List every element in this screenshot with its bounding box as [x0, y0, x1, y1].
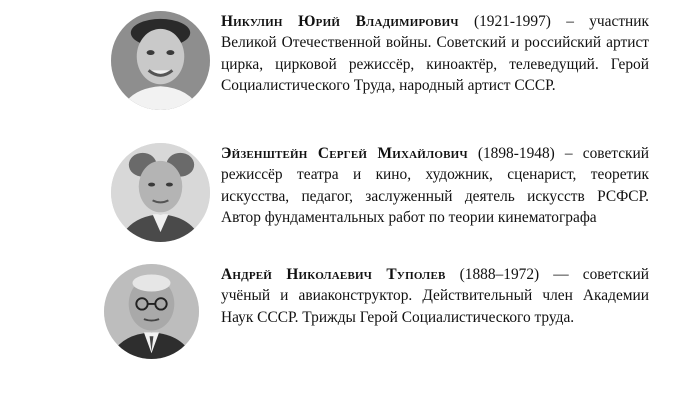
description: – участник Великой Отечественной войны. Советский и российский артист цирка, цирковой режиссёр, киноактёр, телеведущий. Герой Социалистического Труда, народный артист СССР.: [221, 13, 649, 95]
bio-text-tupolev: [221, 264, 649, 328]
person-name: Андрей Николаевич Туполев: [221, 266, 446, 283]
life-years: (1898-1948): [477, 145, 555, 162]
description: – советский режиссёр театра и кино, художник, сценарист, теоретик искусства, педагог, заслуженный деятель искусств РСФСР. Автор фундаментальных работ по теории кинематографа: [221, 145, 649, 227]
person-name: Эйзенштейн Сергей Михайлович: [221, 145, 468, 162]
portrait-photo-nikulin: [111, 11, 210, 110]
portrait-photo-eisenstein: [111, 143, 210, 242]
life-years: (1888–1972): [459, 266, 540, 283]
life-years: (1921-1997): [473, 13, 551, 30]
bio-text-nikulin: [221, 11, 649, 97]
bio-text-eisenstein: [221, 143, 649, 229]
description: — советский учёный и авиаконструктор. Действительный член Академии Наук СССР. Трижды Герой Социалистического труда.: [221, 266, 649, 326]
portrait-photo-tupolev: [104, 264, 199, 359]
person-name: Никулин Юрий Владимирович: [221, 13, 459, 30]
